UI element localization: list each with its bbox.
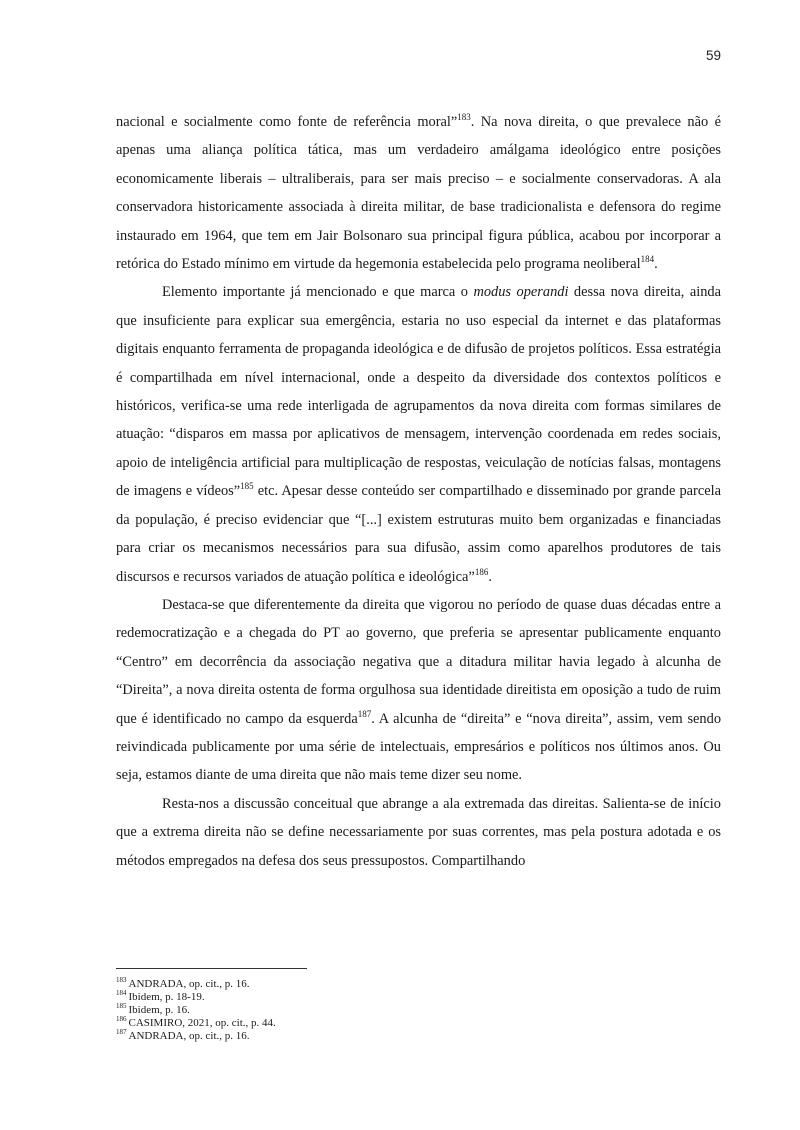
text-run: Elemento importante já mencionado e que marca o [162,284,474,301]
text-run: . A alcunha de “direita” e “nova direita”, assim, vem sendo reivindicada publicamente por uma série de intelectuais, empresários e políticos nos últimos anos. Ou seja, estamos diante de uma direita que não mais teme dizer seu nome. [116,710,722,784]
footnote-number: 183 [116,976,127,985]
footnote-text: ANDRADA, op. cit., p. 16. [128,1030,250,1042]
footnote-reference: 186 [474,566,489,577]
emphasis-text: modus operandi [473,284,569,301]
footnote-text: Ibidem, p. 18-19. [128,991,205,1003]
footnote-text: Ibidem, p. 16. [128,1004,190,1016]
text-run: Destaca-se que diferentemente da direita que vigorou no período de quase duas décadas entre a redemocratização e a chegada do PT ao governo, que preferia se apresentar publicamente enquanto “Centro” em decorrência da associação negativa que a ditadura militar havia legado à alcunha de “Direita”, a nova direita ostenta de forma orgulhosa sua identidade direitista em oposição a tudo de ruim que é identificado no campo da esquerda [116,596,721,727]
footnote-text: CASIMIRO, 2021, op. cit., p. 44. [128,1017,276,1029]
footnote-text: ANDRADA, op. cit., p. 16. [128,978,250,990]
paragraph-1 [116,108,721,278]
footnote-number: 186 [116,1015,127,1024]
paragraph-3 [116,591,721,790]
footnote-number: 187 [116,1028,127,1037]
text-run: . [488,568,492,585]
text-run: dessa nova direita, ainda que insuficiente para explicar sua emergência, estaria no uso especial da internet e das plataformas digitais enquanto ferramenta de propaganda ideológica e de difusão de projetos políticos. Essa estratégia é compartilhada em nível internacional, onde a despeito da diversidade dos contextos políticos e históricos, verifica-se uma rede interligada de agrupamentos da nova direita com formas similares de atuação: “disparos em massa por aplicativos de mensagem, intervenção coordenada em redes sociais, apoio de inteligência artificial para multiplicação de respostas, veiculação de notícias falsas, montagens de imagens e vídeos” [116,284,721,500]
footnote-reference: 187 [357,708,372,719]
text-run: Resta-nos a discussão conceitual que abrange a ala extremada das direitas. Salienta-se de início que a extrema direita não se define necessariamente por suas correntes, mas pela postura adotada e os métodos empregados na defesa dos seus pressupostos. Compartilhando [116,795,721,869]
body-text [116,108,721,875]
footnote-186 [116,1017,721,1030]
footnote-187 [116,1030,721,1043]
footnote-number: 185 [116,1002,127,1011]
footnote-reference: 184 [640,254,655,265]
footnote-185 [116,1004,721,1017]
text-run: . [654,256,658,273]
text-run: nacional e socialmente como fonte de referência moral” [116,114,458,130]
footnote-183 [116,978,721,991]
footnote-reference: 183 [457,112,471,123]
footnote-divider [116,968,307,969]
paragraph-2 [116,278,721,590]
text-run: . Na nova direita, o que prevalece não é apenas uma aliança política tática, mas um verdadeiro amálgama ideológico entre posições economicamente liberais – ultraliberais, para ser mais preciso – e socialmente conservadoras. A ala conservadora historicamente associada à direita militar, de base tradicionalista e defensora do regime instaurado em 1964, que tem em Jair Bolsonaro sua principal figura pública, acabou por incorporar a retórica do Estado mínimo em virtude da hegemonia estabelecida pelo programa neoliberal [116,114,721,273]
footnote-184 [116,991,721,1004]
footnote-reference: 185 [240,481,254,492]
paragraph-4 [116,790,721,875]
text-run: etc. Apesar desse conteúdo ser compartilhado e disseminado por grande parcela da população, é preciso evidenciar que “[...] existem estruturas muito bem organizadas e financiadas para criar os mecanismos necessários para sua difusão, assim como aparelhos produtores de tais discursos e recursos variados de atuação política e ideológica” [116,483,721,585]
footnotes [116,978,721,1043]
page-number: 59 [705,48,721,63]
footnote-number: 184 [116,989,127,998]
